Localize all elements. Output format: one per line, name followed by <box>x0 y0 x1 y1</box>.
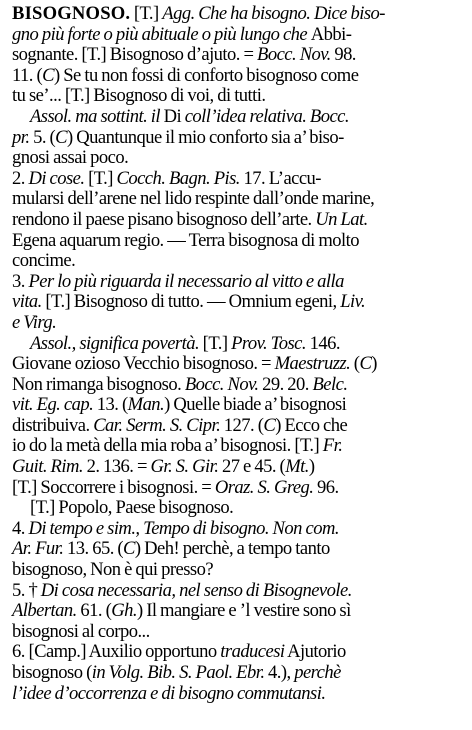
italic-text: Oraz. S. Greg. <box>214 476 314 498</box>
italic-text: Car. Serm. S. Cipr. <box>93 414 221 436</box>
italic-text: Guit. Rim. <box>12 456 83 478</box>
entry-line <box>12 684 466 705</box>
roman-text: [T.] <box>130 3 163 24</box>
entry-line <box>12 272 466 293</box>
entry-line <box>12 436 466 457</box>
roman-text: [T.] Popolo, Paese bisognoso. <box>30 497 234 519</box>
italic-text: Bocc. Nov. <box>257 44 331 66</box>
italic-text: Belc. <box>312 373 348 395</box>
italic-text: Fr. <box>322 435 343 457</box>
italic-text: Ar. Fur. <box>12 538 64 560</box>
roman-text: 96. <box>313 476 339 498</box>
roman-text: 11. ( <box>12 64 43 86</box>
entry-line <box>12 86 466 107</box>
entry-line <box>12 375 466 396</box>
italic-text: Bocc. Nov. <box>184 373 259 395</box>
roman-text: ) <box>308 456 315 478</box>
entry-line <box>12 210 466 231</box>
italic-text: Prov. Tosc. <box>231 332 306 354</box>
roman-text: 98. <box>330 44 356 66</box>
roman-text: bisognoso, Non è qui presso? <box>12 559 214 581</box>
italic-text: Man. <box>127 394 165 416</box>
roman-text: [T.] Bisognoso di tutto. — Omnium egeni, <box>41 291 341 313</box>
entry-line <box>12 560 466 581</box>
roman-text: 5. † <box>12 579 41 601</box>
roman-text: ) Se tu non fossi di conforto bisognoso come <box>54 64 359 86</box>
italic-text: C <box>123 538 135 560</box>
italic-text: Per lo più riguarda il necessario al vitto e alla <box>28 270 344 292</box>
entry-line <box>12 416 466 437</box>
roman-text: [T.] <box>199 332 232 354</box>
roman-text: 27 e 45. ( <box>218 456 286 478</box>
italic-text: C <box>55 126 68 148</box>
entry-line <box>12 128 466 149</box>
roman-text: mularsi dell’arene nel lido respinte dall’onde marine, <box>12 188 375 210</box>
entry-line <box>12 498 466 519</box>
roman-text: 127. ( <box>220 414 264 436</box>
roman-text: concime. <box>12 250 76 272</box>
entry-line <box>12 148 466 169</box>
roman-text: 61. ( <box>76 600 112 622</box>
italic-text: l’idee d’occorrenza e di bisogno commutansi. <box>12 682 326 704</box>
entry-line <box>12 25 466 46</box>
roman-text: 2. 136. = <box>82 456 151 478</box>
roman-text: Non rimanga bisognoso. <box>12 373 185 395</box>
italic-text: Gh. <box>111 600 137 622</box>
entry-line <box>12 354 466 375</box>
roman-text: ) Il mangiare e ’l vestire sono sì <box>136 600 351 622</box>
entry-line <box>12 313 466 334</box>
entry-line <box>12 457 466 478</box>
roman-text: tu se’... [T.] Bisognoso di voi, di tutti. <box>12 85 266 107</box>
roman-text: 6. [Camp.] Auxilio opportuno <box>12 641 221 663</box>
italic-text: in Volg. Bib. S. Paol. Ebr. <box>91 662 265 683</box>
italic-text: Assol. ma sottint. il <box>30 105 164 127</box>
italic-text: Di cose. <box>28 167 85 189</box>
roman-text: ) <box>371 353 377 375</box>
entry-line <box>12 169 466 190</box>
entry-line <box>12 642 466 663</box>
roman-text: 13. ( <box>93 394 128 416</box>
entry-line <box>12 601 466 622</box>
roman-text: ) Quelle biade a’ bisognosi <box>164 394 347 416</box>
headword: BISOGNOSO. <box>12 3 131 24</box>
entry-line <box>12 519 466 540</box>
italic-text: traducesi <box>220 641 285 663</box>
italic-text: C <box>42 64 55 86</box>
entry-line <box>12 45 466 66</box>
italic-text: vit. Eg. cap. <box>12 394 94 416</box>
roman-text: Di <box>163 105 185 127</box>
roman-text: Giovane ozioso Vecchio bisognoso. = <box>12 353 275 375</box>
roman-text: bisognosi al corpo... <box>12 620 150 642</box>
italic-text: Albertan. <box>12 600 77 622</box>
roman-text: io do la metà della mia roba a’ bisognosi. [T.] <box>12 435 323 457</box>
roman-text: rendono il paese pisano bisognoso dell’arte. <box>12 208 316 230</box>
roman-text: gnosi assai poco. <box>12 147 129 169</box>
entry-line <box>12 334 466 355</box>
entry-line <box>12 581 466 602</box>
roman-text: bisognoso ( <box>12 662 92 683</box>
italic-text: Di tempo e sim., Tempo di bisogno. Non com. <box>28 517 339 539</box>
italic-text: pr. <box>12 126 30 148</box>
roman-text: 146. <box>305 332 340 354</box>
roman-text: ) Quantunque il mio conforto sia a’ biso- <box>67 126 344 148</box>
italic-text: vita. <box>12 291 42 313</box>
italic-text: coll’idea relativa. Bocc. <box>184 105 349 127</box>
entry-line <box>12 539 466 560</box>
roman-text: ( <box>350 353 360 375</box>
italic-text: Un Lat. <box>315 208 368 230</box>
roman-text: 5. ( <box>29 126 56 148</box>
roman-text: 4. <box>12 517 29 539</box>
entry-line <box>12 395 466 416</box>
entry-line <box>12 107 466 128</box>
italic-text: e Virg. <box>12 311 57 333</box>
entry-line <box>12 478 466 499</box>
roman-text: [T.] Soccorrere i bisognosi. = <box>12 476 215 498</box>
italic-text: gno più forte o più abituale o più lungo che <box>12 23 311 45</box>
roman-text: 29. 20. <box>258 373 313 395</box>
italic-text: Agg. Che ha bisogno. Dice biso- <box>162 3 385 24</box>
entry-line <box>12 4 466 25</box>
entry-line <box>12 292 466 313</box>
italic-text: Gr. S. Gir. <box>150 456 219 478</box>
roman-text: ) Ecco che <box>275 414 348 436</box>
roman-text: Egena aquarum regio. — Terra bisognosa di molto <box>12 229 359 251</box>
italic-text: Maestruzz. <box>274 353 351 375</box>
roman-text: 13. 65. ( <box>63 538 124 560</box>
entry-line <box>12 66 466 87</box>
roman-text: Ajutorio <box>284 641 346 663</box>
roman-text: 3. <box>12 270 29 292</box>
roman-text: ) Deh! perchè, a tempo tanto <box>134 538 330 560</box>
italic-text: perchè <box>294 662 341 683</box>
entry-line <box>12 622 466 643</box>
roman-text: 17. L’accu- <box>239 167 321 189</box>
italic-text: C <box>359 353 372 375</box>
italic-text: C <box>263 414 276 436</box>
entry-line <box>12 231 466 252</box>
italic-text: Mt. <box>285 456 309 478</box>
roman-text: distribuiva. <box>12 414 94 436</box>
italic-text: Di cosa necessaria, nel senso di Bisognevole. <box>40 579 352 601</box>
entry-line <box>12 189 466 210</box>
roman-text: sognante. [T.] Bisognoso d’ajuto. = <box>12 44 258 66</box>
roman-text: Abbi- <box>310 23 352 45</box>
entry-line <box>12 251 466 272</box>
roman-text: [T.] <box>84 167 117 189</box>
roman-text: 2. <box>12 167 29 189</box>
entry-line <box>12 663 466 684</box>
italic-text: Assol., significa povertà. <box>30 332 200 354</box>
roman-text: 4.), <box>264 662 295 683</box>
italic-text: Liv. <box>340 291 366 313</box>
italic-text: Cocch. Bagn. Pis. <box>116 167 240 189</box>
